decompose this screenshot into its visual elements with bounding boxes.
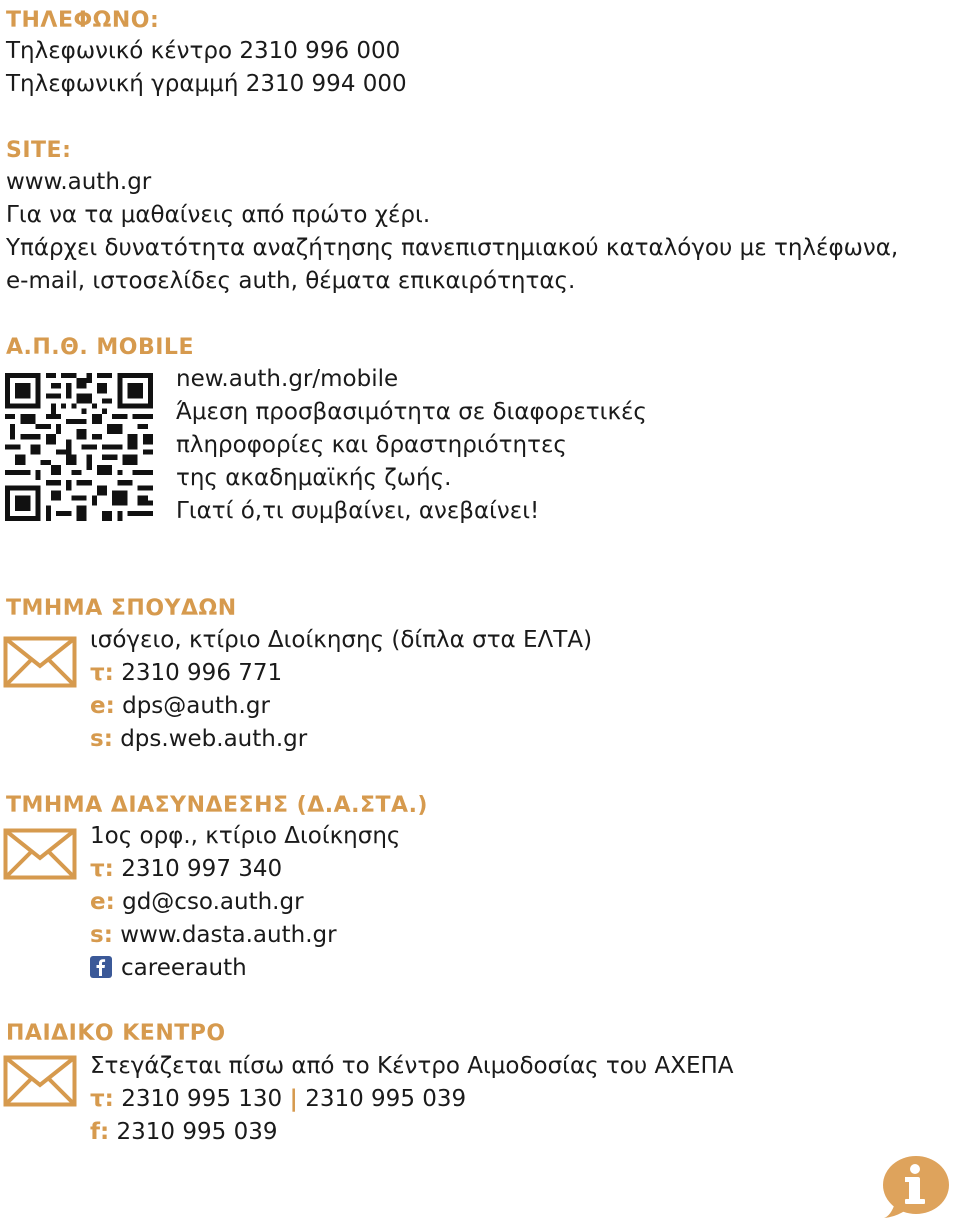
- phone-label: τ:: [90, 660, 114, 686]
- studies-site[interactable]: dps.web.auth.gr: [120, 726, 308, 752]
- studies-email-row: [90, 693, 270, 719]
- mobile-description-3: της ακαδημαϊκής ζωής.: [176, 465, 452, 491]
- liaison-facebook-row[interactable]: [90, 955, 247, 981]
- site-tagline: Για να τα μαθαίνεις από πρώτο χέρι.: [6, 202, 431, 228]
- childcare-phone-1[interactable]: 2310 995 130: [121, 1086, 283, 1112]
- liaison-location: 1ος ορφ., κτίριο Διοίκησης: [90, 823, 401, 849]
- childcare-phone-row: [90, 1086, 466, 1112]
- studies-email[interactable]: dps@auth.gr: [122, 693, 270, 719]
- site-description-1: Υπάρχει δυνατότητα αναζήτησης πανεπιστημιακού καταλόγου με τηλέφωνα,: [6, 235, 899, 261]
- phone-separator: |: [289, 1086, 298, 1112]
- envelope-icon: [3, 828, 77, 880]
- qr-code-icon: [5, 372, 153, 522]
- envelope-icon: [3, 1055, 77, 1107]
- info-icon: [880, 1154, 950, 1220]
- liaison-site-row: [90, 922, 337, 948]
- phone-label: τ:: [90, 1086, 114, 1112]
- studies-location: ισόγειο, κτίριο Διοίκησης (δίπλα στα ΕΛΤΑ): [90, 627, 593, 653]
- site-label: s:: [90, 726, 113, 752]
- phone-heading: ΤΗΛΕΦΩΝΟ:: [6, 8, 160, 33]
- phone-line-switchboard: Τηλεφωνικό κέντρο 2310 996 000: [6, 38, 401, 64]
- email-label: e:: [90, 889, 115, 915]
- envelope-icon: [3, 636, 77, 688]
- site-url[interactable]: www.auth.gr: [6, 169, 152, 195]
- mobile-heading: Α.Π.Θ. MOBILE: [6, 335, 194, 360]
- phone-line-hotline: Τηλεφωνική γραμμή 2310 994 000: [6, 71, 407, 97]
- studies-phone[interactable]: 2310 996 771: [121, 660, 283, 686]
- liaison-phone-row: [90, 856, 282, 882]
- childcare-heading: ΠΑΙΔΙΚΟ ΚΕΝΤΡΟ: [6, 1021, 226, 1046]
- studies-site-row: [90, 726, 307, 752]
- mobile-url[interactable]: new.auth.gr/mobile: [176, 366, 399, 392]
- childcare-fax-row: [90, 1119, 278, 1145]
- liaison-email-row: [90, 889, 304, 915]
- liaison-phone[interactable]: 2310 997 340: [121, 856, 283, 882]
- childcare-phone-2[interactable]: 2310 995 039: [305, 1086, 467, 1112]
- site-label: s:: [90, 922, 113, 948]
- studies-phone-row: [90, 660, 282, 686]
- mobile-description-1: Άμεση προσβασιμότητα σε διαφορετικές: [176, 399, 647, 425]
- liaison-heading: ΤΜΗΜΑ ΔΙΑΣΥΝΔΕΣΗΣ (Δ.Α.ΣΤΑ.): [6, 793, 428, 818]
- email-label: e:: [90, 693, 115, 719]
- liaison-facebook: careerauth: [121, 955, 247, 981]
- childcare-fax: 2310 995 039: [116, 1119, 278, 1145]
- studies-heading: ΤΜΗΜΑ ΣΠΟΥΔΩΝ: [6, 596, 237, 621]
- phone-label: τ:: [90, 856, 114, 882]
- fax-label: f:: [90, 1119, 110, 1145]
- facebook-icon: [90, 956, 112, 978]
- mobile-slogan: Γιατί ό,τι συμβαίνει, ανεβαίνει!: [176, 498, 540, 524]
- childcare-location: Στεγάζεται πίσω από το Κέντρο Αιμοδοσίας του ΑΧΕΠΑ: [90, 1053, 734, 1079]
- site-description-2: e-mail, ιστοσελίδες auth, θέματα επικαιρότητας.: [6, 268, 576, 294]
- mobile-description-2: πληροφορίες και δραστηριότητες: [176, 432, 567, 458]
- liaison-email[interactable]: gd@cso.auth.gr: [122, 889, 304, 915]
- liaison-site[interactable]: www.dasta.auth.gr: [120, 922, 337, 948]
- site-heading: SITE:: [6, 138, 72, 163]
